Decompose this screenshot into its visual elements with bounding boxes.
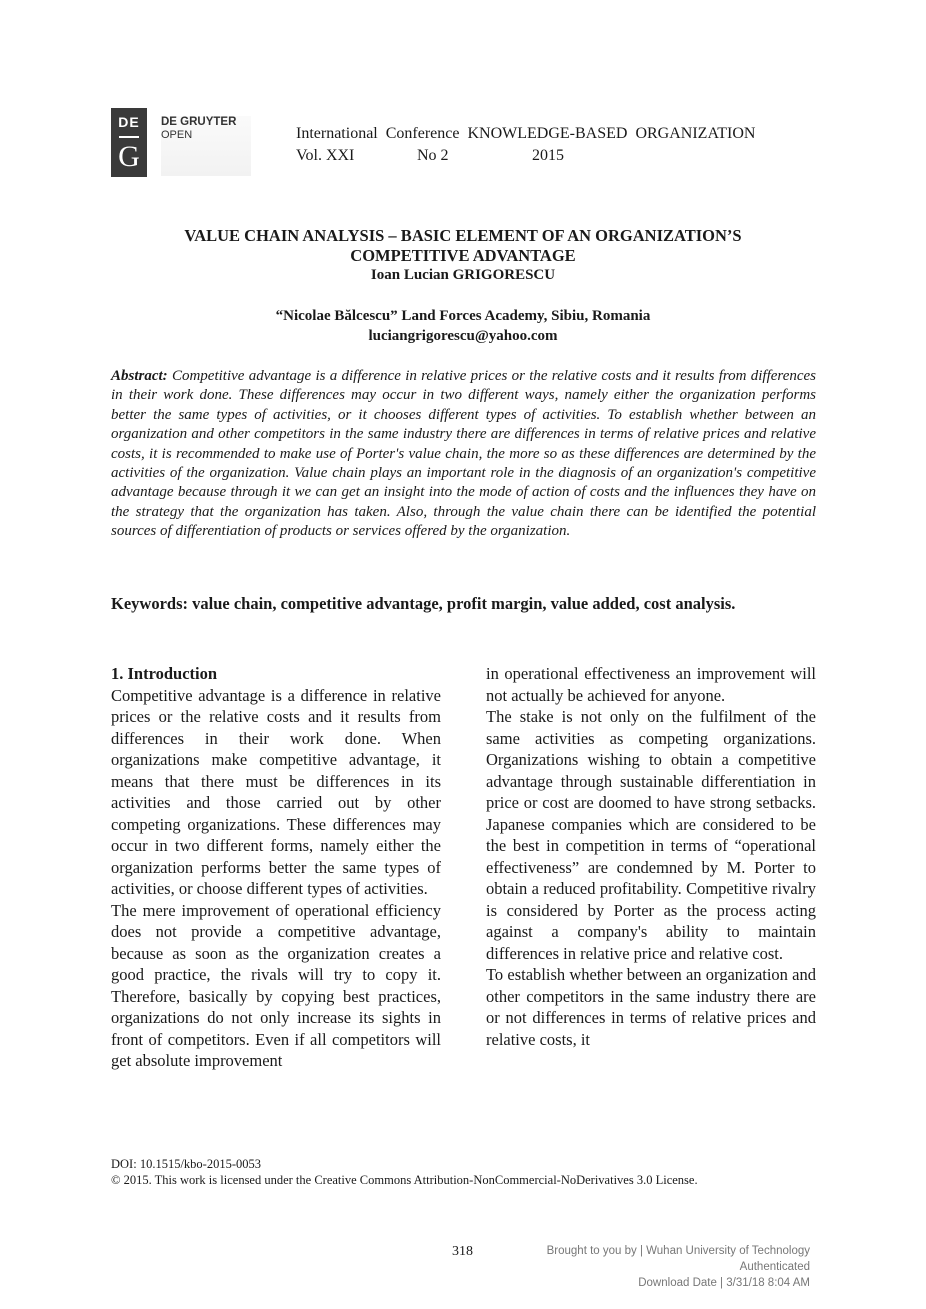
paper-title (100, 226, 826, 266)
publisher-sub: OPEN (161, 129, 193, 141)
author-name: Ioan Lucian GRIGORESCU (370, 267, 556, 283)
issue-number: No 2 (417, 147, 449, 164)
abstract-label: Abstract: (111, 368, 168, 384)
stamp-line-1: Brought to you by | Wuhan University of Technology (546, 1245, 810, 1257)
logo-letter-bottom: G (118, 140, 140, 173)
publisher-logo-mark (111, 108, 147, 177)
section-heading: 1. Introduction (111, 664, 218, 683)
publisher-logo-text (161, 116, 251, 176)
author-affiliation (100, 306, 826, 346)
footnote (111, 1156, 698, 1188)
page-number: 318 (452, 1244, 473, 1259)
author-email: luciangrigorescu@yahoo.com (368, 328, 558, 344)
logo-letters-top: DE (118, 114, 140, 130)
paragraph: in operational effectiveness an improvement will not actually be achieved for anyone. (486, 664, 816, 705)
paragraph: To establish whether between an organization and other competitors in the same industry there are or not differences in terms of relative prices and relative costs, it (486, 965, 816, 1049)
year: 2015 (532, 147, 564, 164)
volume-line (296, 145, 755, 167)
conference-line: International Conference KNOWLEDGE-BASED ORGANIZATION (296, 125, 756, 142)
abstract (111, 367, 816, 542)
affiliation: “Nicolae Bălcescu” Land Forces Academy, Sibiu, Romania (275, 308, 651, 324)
logo-divider (119, 136, 139, 138)
license-notice: © 2015. This work is licensed under the Creative Commons Attribution-NonCommercial-NoDerivatives 3.0 License. (111, 1173, 698, 1187)
body-column-right (486, 663, 816, 1050)
download-stamp (547, 1243, 810, 1291)
stamp-line-2: Authenticated (739, 1261, 810, 1273)
journal-header (296, 123, 755, 167)
title-line-2: COMPETITIVE ADVANTAGE (350, 246, 576, 265)
body-column-left (111, 663, 441, 1072)
volume: Vol. XXI (296, 147, 355, 164)
publisher-name: DE GRUYTER (161, 116, 237, 128)
paragraph: Competitive advantage is a difference in relative prices or the relative costs and it results from differences in their work done. When organizations make competitive advantage, it means that there must be differences in its activities and those carried out by other competing organizations. These differences may occur in two different forms, namely either the organization performs better the same types of activities, or choose different types of activities. (111, 685, 441, 898)
abstract-text: Competitive advantage is a difference in relative prices or the relative costs and it results from differences in their work done. These differences may occur in two different ways, namely either the organization performs better the same types of activities, or it chooses different types of activities. To establish whether between an organization and other competitors in the same industry there are differences in terms of relative prices and relative costs, it is recommended to make use of Porter's value chain, the more so as these differences are determined by the activities of the organization. Value chain plays an important role in the diagnosis of an organization's competitive advantage because through it we can get an insight into the mode of action of costs and the influences they have on the strategy that the organization has taken. Also, through the value chain there can be identified the potential sources of differentiation of products or services offered by the organization. (111, 368, 817, 540)
paragraph: The stake is not only on the fulfilment of the same activities as competing organizations. Organizations wishing to obtain a competitive advantage through sustainable differentiation in price or cost are doomed to have strong setbacks. Japanese companies which are considered to be the best in competition in terms of “operational effectiveness” are condemned by M. Porter to obtain a reduced profitability. Competitive rivalry is considered by Porter as the process acting against a company's ability to maintain differences in relative price and relative cost. (486, 707, 816, 963)
title-line-1: VALUE CHAIN ANALYSIS – BASIC ELEMENT OF AN ORGANIZATION’S (184, 226, 742, 245)
paragraph: The mere improvement of operational efficiency does not provide a competitive advantage, because as soon as the organization creates a good practice, the rivals will try to copy it. Therefore, basically by copying best practices, organizations do not only increase its sights in front of competitors. Even if all competitors will get absolute improvement (111, 900, 441, 1070)
keywords: Keywords: value chain, competitive advantage, profit margin, value added, cost analysis. (111, 594, 736, 613)
stamp-line-3: Download Date | 3/31/18 8:04 AM (638, 1277, 810, 1289)
doi: DOI: 10.1515/kbo-2015-0053 (111, 1157, 261, 1171)
